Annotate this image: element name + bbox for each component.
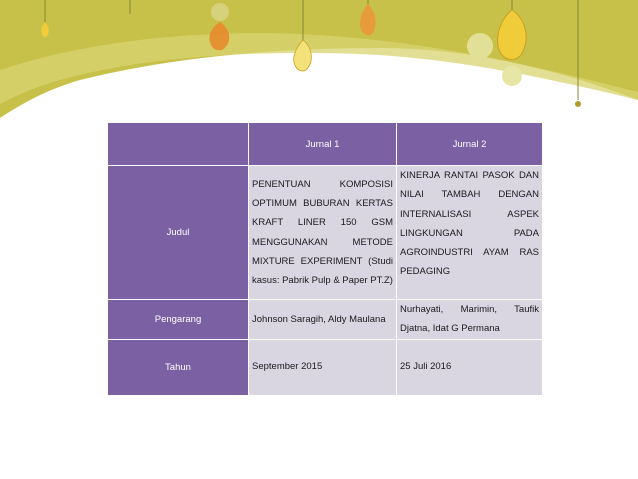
judul-jurnal-1: PENENTUAN KOMPOSISI OPTIMUM BUBURAN KERTAS KRAFT LINER 150 GSM MENGGUNAKAN METODE MIXTURE EXPERIMENT (Studi kasus: Pabrik Pulp & Paper PT.Z)	[249, 166, 397, 300]
comparison-table	[107, 122, 543, 396]
judul-jurnal-2: KINERJA RANTAI PASOK DAN NILAI TAMBAH DENGAN INTERNALISASI ASPEK LINGKUNGAN PADA AGROINDUSTRI AYAM RAS PEDAGING	[397, 166, 543, 300]
bokeh-circle	[467, 33, 493, 59]
decorative-banner	[0, 0, 638, 130]
table-row	[108, 339, 543, 395]
row-label-tahun: Tahun	[108, 339, 249, 395]
table-row	[108, 166, 543, 300]
table-row	[108, 300, 543, 340]
header-jurnal-2: Jurnal 2	[397, 123, 543, 166]
pengarang-jurnal-1: Johnson Saragih, Aldy Maulana	[249, 300, 397, 340]
row-label-pengarang: Pengarang	[108, 300, 249, 340]
tahun-jurnal-2: 25 Juli 2016	[397, 339, 543, 395]
bead-ornament-icon	[575, 101, 581, 107]
row-label-judul: Judul	[108, 166, 249, 300]
bokeh-circle	[211, 3, 229, 21]
table-header-row	[108, 123, 543, 166]
header-jurnal-1: Jurnal 1	[249, 123, 397, 166]
bokeh-circle	[502, 66, 522, 86]
pengarang-jurnal-2: Nurhayati, Marimin, Taufik Djatna, Idat G Permana	[397, 300, 543, 340]
table-corner-cell	[108, 123, 249, 166]
tahun-jurnal-1: September 2015	[249, 339, 397, 395]
